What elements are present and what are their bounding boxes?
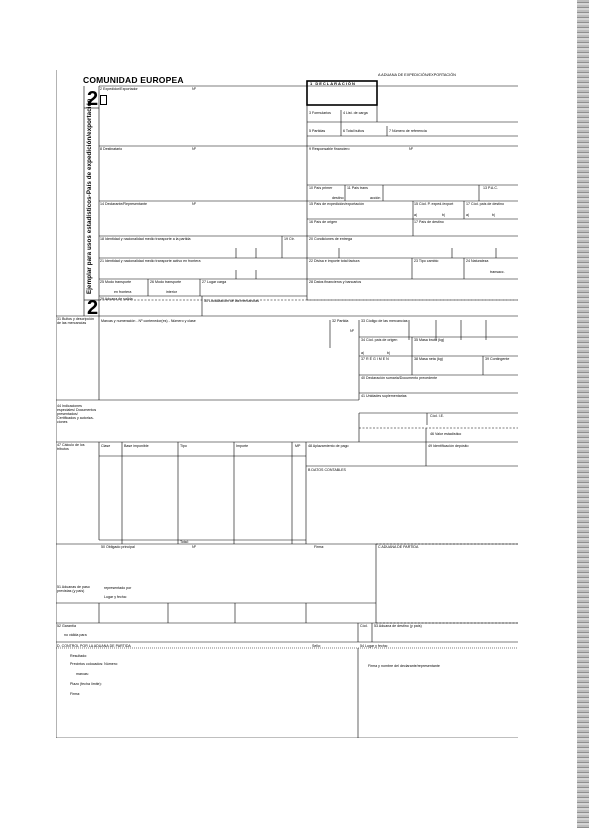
box-25-sub: en frontera	[114, 290, 132, 294]
box-32-label: 32 Partida	[332, 319, 349, 323]
box-15a-label: 15 Cód. P. exped./export	[414, 202, 454, 206]
form-title: COMUNIDAD EUROPEA	[83, 75, 184, 85]
box-54-label: 54 Lugar y fecha:	[360, 644, 388, 648]
box-11-label: 11 País trans	[347, 186, 368, 190]
box-19-label: 19 Ctr.	[284, 237, 295, 241]
box-5-label: 5 Partidas	[309, 129, 326, 133]
box-16-label: 16 País de origen	[309, 220, 338, 224]
box-39-label: 39 Contingente	[485, 357, 510, 361]
box-15a-a: a|	[414, 213, 417, 217]
box-18-label: 18 Identidad y nacionalidad medio transporte a la partida	[100, 237, 191, 241]
box-d-label: D. CONTROL POR LA ADUANA DE PARTIDA	[57, 644, 131, 648]
box-50-represented: representado por	[104, 586, 132, 590]
box-13-label: 13 P.A.C.	[483, 186, 498, 190]
box-46-label: 46 Valor estadístico	[430, 432, 462, 436]
box-b-label: B DATOS CONTABLES	[308, 468, 346, 472]
box-23-label: 23 Tipo cambio	[414, 259, 439, 263]
box-33-label: 33 Código de las mercancías	[361, 319, 408, 323]
box-31-label: 31 Bultos y descripción de las mercancías	[57, 317, 94, 325]
box-c-label: C ADUANA DE PARTIDA	[378, 545, 419, 549]
box-54-sign: Firma y nombre del declarante/representante	[368, 664, 440, 668]
box-34-label: 34 Cód. país de origen	[361, 338, 398, 342]
box-31-text: Marcas y numeración - Nº contenedor(es) - Número y clase	[101, 319, 196, 323]
box-47-label: 47 Cálculo de los tributos	[57, 443, 85, 451]
box-34-a: a|	[361, 351, 364, 355]
control-seals: Precintos colocados: Número:	[70, 662, 118, 666]
box-47-col-4: Importe	[236, 444, 249, 448]
box-49-label: 49 Identificación depósito	[428, 444, 469, 448]
box-47-col-5: MP	[295, 444, 301, 448]
box-21-label: 21 Identidad y nacionalidad medio transporte activo en frontera	[100, 259, 201, 263]
box-52-label: 52 Garantía	[57, 624, 76, 628]
box-50-sign: Firma:	[314, 545, 325, 549]
form-grid	[56, 70, 518, 738]
copy-checkbox[interactable]	[100, 95, 107, 105]
box-9-n: Nº	[409, 147, 413, 151]
box-38-label: 38 Masa neta (kg)	[414, 357, 443, 361]
box-20-label: 20 Condiciones de entrega	[309, 237, 352, 241]
box-30-label: 30 Localización de las mercancías	[204, 299, 259, 303]
box-2-label: 2 Expedidor/Exportador	[100, 87, 138, 91]
box-17-label: 17 País de destino	[414, 220, 444, 224]
box-8-n: Nº	[192, 147, 196, 151]
box-53-label: 53 Aduana de destino (y país)	[374, 624, 422, 628]
box-17a-label: 17 Cód. país de destino	[466, 202, 504, 206]
box-47-col-2: Base imponible	[124, 444, 149, 448]
box-50-label: 50 Obligado principal	[101, 545, 135, 549]
box-27-label: 27 Lugar carga	[202, 280, 227, 284]
box-6-label: 6 Total bultos	[343, 129, 365, 133]
customs-office-label: A ADUANA DE EXPEDICIÓN/EXPORTACIÓN	[378, 73, 456, 77]
box-47-col-1: Clase	[101, 444, 111, 448]
box-15a-b: b|	[442, 213, 445, 217]
box-35-label: 35 Masa bruta (kg)	[414, 338, 445, 342]
box-26-label: 26 Modo transporte	[150, 280, 182, 284]
box-14-label: 14 Declarante/Representante	[100, 202, 147, 206]
box-4-label: 4 List. de carga	[343, 111, 368, 115]
box-8-label: 8 Destinatario	[100, 147, 123, 151]
box-34-b: b|	[387, 351, 390, 355]
box-3-label: 3 Formularios	[309, 111, 331, 115]
box-50-place: Lugar y fecha:	[104, 595, 127, 599]
box-41-label: 41 Unidades suplementarias	[361, 394, 407, 398]
box-47-total: Total:	[180, 540, 189, 544]
box-52-sub: no válida para	[64, 633, 87, 637]
box-15-label: 15 País de expedición/exportación	[309, 202, 364, 206]
box-25-label: 25 Modo transporte	[100, 280, 132, 284]
box-24-sub: transacc.	[490, 270, 505, 274]
box-17a-b: b|	[492, 213, 495, 217]
box-d-seal: Sello:	[312, 644, 321, 648]
box-2-n: Nº	[192, 87, 196, 91]
box-24-label: 24 Naturaleza	[466, 259, 489, 263]
box-40-label: 40 Declaración sumaria/Documento precedente	[361, 376, 438, 380]
box-10-label: 10 País primer	[309, 186, 333, 190]
box-11-sub: acción	[370, 196, 381, 200]
box-44-code: Cód. I.E.	[430, 414, 444, 418]
box-50-n: Nº	[192, 545, 196, 549]
box-7-label: 7 Número de referencia	[389, 129, 427, 133]
box-47-col-3: Tipo	[180, 444, 187, 448]
control-marks: marcas:	[76, 672, 89, 676]
box-28-label: 28 Datos financieros y bancarios	[309, 280, 362, 284]
side-caption: Ejemplar para usos estadísticos-País de expedición/exportación	[86, 98, 93, 294]
box-32-n: Nº	[350, 329, 354, 333]
box-37-label: 37 R É G I M E N	[361, 357, 389, 361]
box-1-label: 1 DECLARACIÓN	[310, 81, 356, 86]
box-26-sub: interior	[166, 290, 177, 294]
control-signature: Firma:	[70, 692, 81, 696]
box-10-sub: destino	[332, 196, 344, 200]
control-deadline: Plazo (fecha límite):	[70, 682, 102, 686]
customs-declaration-form	[56, 70, 518, 738]
control-result: Resultado:	[70, 654, 88, 658]
scan-edge	[577, 0, 589, 828]
box-9-label: 9 Responsable financiero	[309, 147, 350, 151]
box-22-label: 22 Divisa e importe total factura	[309, 259, 360, 263]
box-52-code: Cód.	[360, 624, 368, 628]
box-44-label: 44 Indicaciones especiales/ Documentos presentados/ Certificados y autoriza- ciones	[57, 404, 97, 424]
box-29-label: 29 Aduana de salida	[100, 297, 133, 301]
copy-number: 2	[87, 88, 99, 110]
box-48-label: 48 Aplazamiento de pago	[308, 444, 349, 448]
box-51-label: 51 Aduanas de paso previstas (y país)	[57, 585, 90, 593]
copy-number-bottom: 2	[87, 297, 99, 319]
box-14-n: Nº	[192, 202, 196, 206]
box-17a-a: a|	[466, 213, 469, 217]
